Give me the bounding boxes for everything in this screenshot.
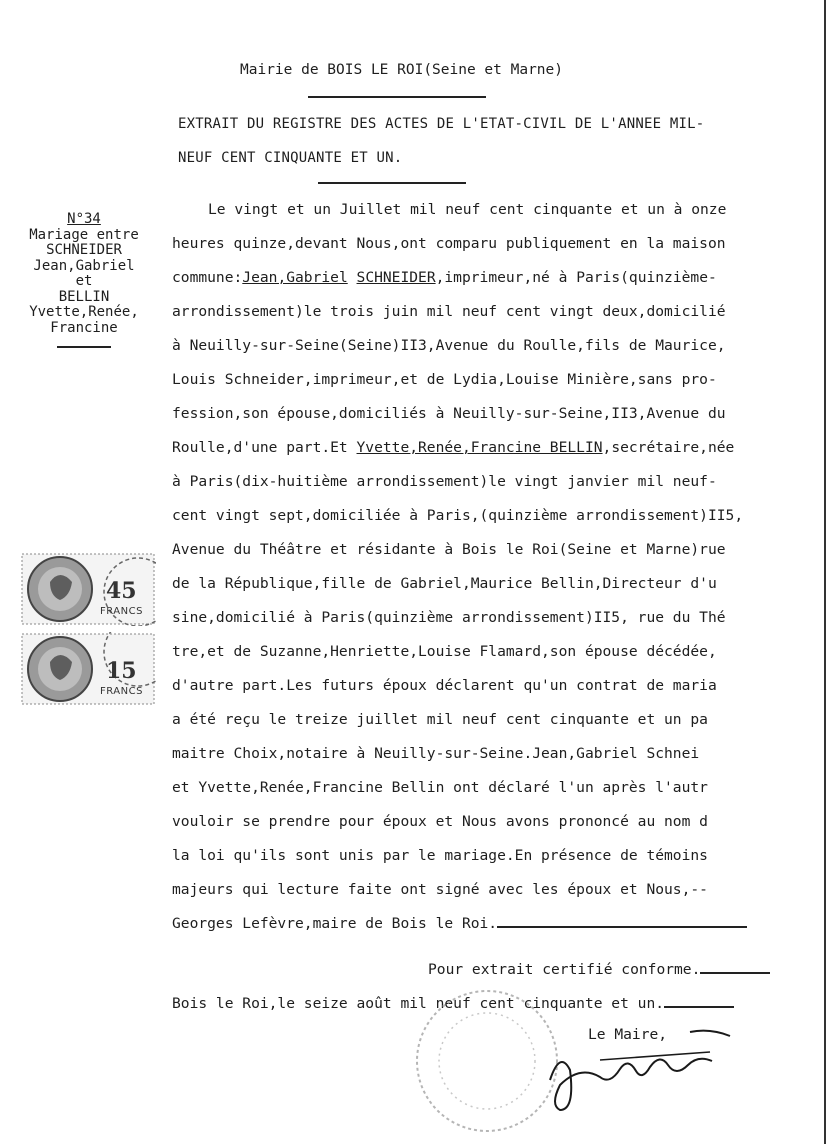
title-rule — [308, 96, 486, 98]
margin-line: Francine — [50, 319, 118, 336]
body-line: arrondissement)le trois juin mil neuf cent vingt deux,domicilié — [172, 303, 726, 320]
mayor-signature — [540, 1020, 740, 1130]
fill-line — [700, 958, 770, 974]
extract-heading-line1: EXTRAIT DU REGISTRE DES ACTES DE L'ETAT-CIVIL DE L'ANNEE MIL- — [178, 116, 705, 132]
extract-heading-line2: NEUF CENT CINQUANTE ET UN. — [178, 150, 403, 166]
body-text: ,secrétaire,née — [602, 439, 735, 456]
body-line — [172, 266, 822, 300]
body-text: Roulle,d'une part.Et — [172, 439, 357, 456]
margin-line: SCHNEIDER — [46, 242, 122, 258]
body-line — [172, 912, 822, 946]
stamp-value: 45 — [106, 578, 137, 604]
record-number: N°34 — [67, 211, 101, 227]
body-line: majeurs qui lecture faite ont signé avec les époux et Nous,-- — [172, 881, 708, 898]
body-text: commune: — [172, 269, 243, 286]
town-hall-title: Mairie de BOIS LE ROI(Seine et Marne) — [240, 62, 564, 78]
margin-line: Yvette,Renée, — [29, 304, 139, 320]
body-line: d'autre part.Les futurs époux déclarent qu'un contrat de maria — [172, 677, 717, 694]
fiscal-stamp — [20, 552, 156, 626]
bride-name: Yvette,Renée,Francine BELLIN — [356, 439, 603, 456]
body-line: heures quinze,devant Nous,ont comparu publiquement en la maison — [172, 235, 726, 252]
place-date-text: Bois le Roi,le seize août mil neuf cent cinquante et un. — [172, 995, 665, 1012]
body-text: Georges Lefèvre,maire de Bois le Roi. — [172, 915, 498, 932]
body-line: de la République,fille de Gabriel,Maurice Bellin,Directeur d'u — [172, 575, 717, 592]
scan-border — [824, 0, 826, 1144]
stamp-currency: FRANCS — [100, 686, 143, 697]
stamp-currency: FRANCS — [100, 606, 143, 617]
body-line: à Paris(dix-huitième arrondissement)le vingt janvier mil neuf- — [172, 473, 717, 490]
body-line: Louis Schneider,imprimeur,et de Lydia,Louise Minière,sans pro- — [172, 371, 717, 388]
fill-line — [497, 912, 747, 928]
body-line: vouloir se prendre pour époux et Nous avons prononcé au nom d — [172, 813, 708, 830]
certified-line — [428, 958, 770, 978]
margin-rule — [57, 346, 111, 348]
body-line: sine,domicilié à Paris(quinzième arrondissement)II5, rue du Thé — [172, 609, 726, 626]
body-line: Avenue du Théâtre et résidante à Bois le Roi(Seine et Marne)rue — [172, 541, 726, 558]
margin-line: Jean,Gabriel — [33, 257, 135, 274]
fill-line — [664, 992, 734, 1008]
body-line: a été reçu le treize juillet mil neuf cent cinquante et un pa — [172, 711, 708, 728]
margin-note — [14, 212, 154, 348]
body-line: cent vingt sept,domiciliée à Paris,(quinzième arrondissement)II5, — [172, 507, 744, 524]
margin-line: et — [75, 273, 93, 289]
body-line: la loi qu'ils sont unis par le mariage.En présence de témoins — [172, 847, 708, 864]
body-line: à Neuilly-sur-Seine(Seine)II3,Avenue du Roulle,fils de Maurice, — [172, 337, 726, 354]
body-line: fession,son épouse,domiciliés à Neuilly-sur-Seine,II3,Avenue du — [172, 405, 726, 422]
body-line — [172, 436, 822, 470]
groom-surname: SCHNEIDER — [356, 269, 436, 286]
stamp-value: 15 — [106, 658, 137, 684]
body-line: Le vingt et un Juillet mil neuf cent cinquante et un à onze — [208, 201, 727, 218]
groom-first-names: Jean,Gabriel — [242, 269, 348, 286]
body-line: et Yvette,Renée,Francine Bellin ont déclaré l'un après l'autr — [172, 779, 708, 796]
act-body — [172, 198, 822, 946]
mayor-label: Le Maire, — [588, 1026, 668, 1043]
certified-text: Pour extrait certifié conforme. — [428, 961, 701, 978]
body-text — [348, 269, 357, 286]
margin-line: Mariage entre — [29, 226, 139, 243]
fiscal-stamp — [20, 632, 156, 706]
body-line: maitre Choix,notaire à Neuilly-sur-Seine.Jean,Gabriel Schnei — [172, 745, 700, 762]
heading-rule — [318, 182, 466, 184]
body-text: ,imprimeur,né à Paris(quinzième- — [435, 269, 717, 286]
body-line: tre,et de Suzanne,Henriette,Louise Flamard,son épouse décédée, — [172, 643, 717, 660]
margin-line: BELLIN — [58, 288, 110, 305]
